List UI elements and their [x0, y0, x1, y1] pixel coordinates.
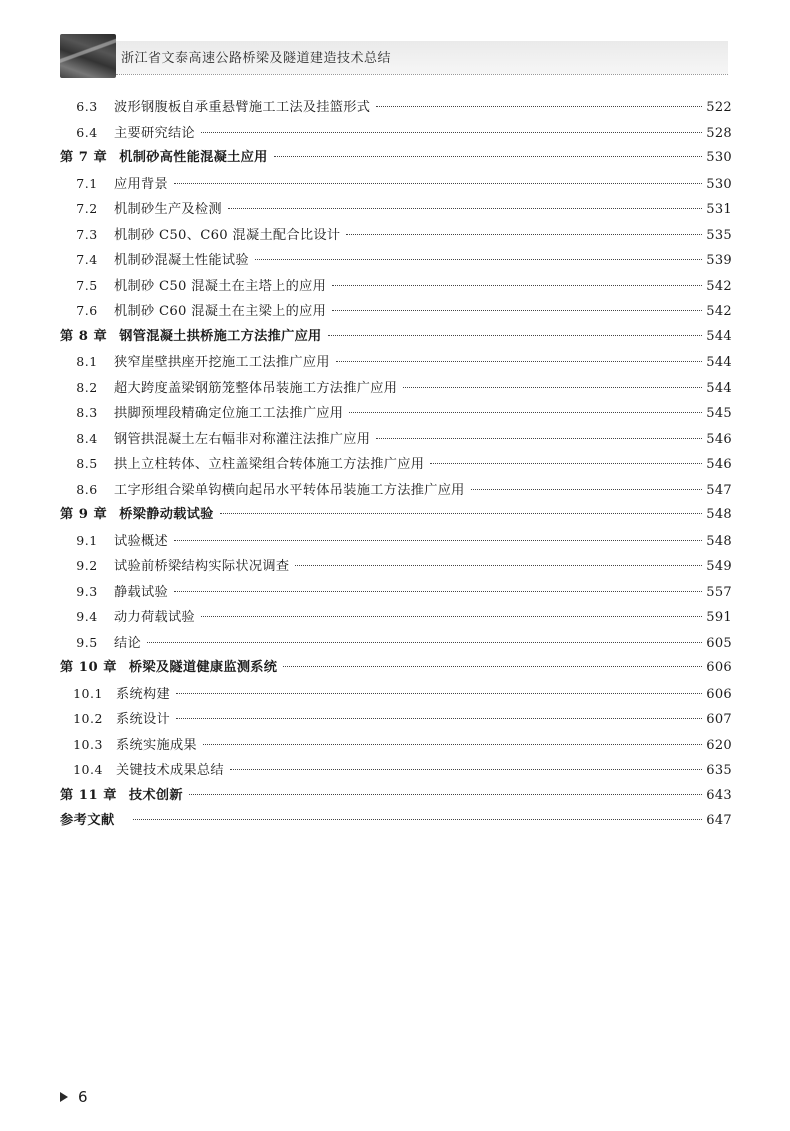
toc-dot-leader [430, 463, 702, 464]
toc-section-row[interactable] [60, 604, 732, 630]
toc-page-number: 557 [706, 584, 732, 600]
page-number: 6 [78, 1088, 88, 1106]
toc-page-number: 549 [706, 559, 732, 574]
toc-section-row[interactable] [60, 196, 732, 222]
toc-section-row[interactable] [60, 553, 732, 579]
toc-entry-title: 工字形组合梁单钩横向起吊水平转体吊装施工方法推广应用 [114, 482, 465, 498]
toc-dot-leader [376, 106, 702, 107]
toc-dot-leader [471, 489, 703, 490]
toc-entry-title: 机制砂高性能混凝土应用 [119, 150, 268, 165]
toc-entry-number: 9.3 [76, 583, 98, 599]
toc-entry-number: 7.4 [76, 252, 98, 267]
toc-entry-title: 桥梁及隧道健康监测系统 [128, 660, 278, 675]
toc-entry-number: 9.2 [76, 558, 98, 573]
toc-dot-leader [203, 744, 702, 745]
toc-entry-number: 10.4 [73, 762, 103, 777]
toc-section-row[interactable] [60, 757, 732, 783]
toc-entry-title: 狭窄崖壁拱座开挖施工工法推广应用 [114, 355, 330, 370]
toc-entry-number: 8.2 [76, 379, 98, 395]
toc-entry-number: 参考文献 [60, 813, 115, 828]
toc-section-row[interactable] [60, 400, 732, 426]
toc-dot-leader [176, 718, 702, 719]
toc-entry-number: 第 10 章 [60, 660, 117, 675]
toc-section-row[interactable] [60, 222, 732, 248]
toc-entry-number: 8.5 [76, 456, 98, 471]
toc-chapter-row[interactable] [60, 324, 732, 350]
toc-entry-title: 钢管混凝土拱桥施工方法推广应用 [119, 328, 322, 344]
toc-page-number: 548 [706, 533, 732, 549]
toc-entry-title: 钢管拱混凝土左右幅非对称灌注法推广应用 [114, 431, 371, 447]
toc-entry-number: 10.3 [73, 736, 103, 752]
toc-section-row[interactable] [60, 375, 732, 401]
toc-entry-number: 10.2 [73, 711, 103, 726]
toc-page-number: 545 [706, 406, 732, 421]
toc-dot-leader [376, 438, 702, 439]
toc-dot-leader [174, 591, 702, 592]
toc-entry-number: 9.1 [76, 532, 98, 548]
toc-chapter-row[interactable] [60, 655, 732, 681]
toc-entry-title: 应用背景 [114, 176, 168, 192]
toc-page-number: 620 [706, 737, 732, 753]
toc-entry-title: 主要研究结论 [114, 125, 195, 141]
toc-entry-title: 机制砂 C50、C60 混凝土配合比设计 [114, 227, 341, 243]
toc-entry-title: 关键技术成果总结 [116, 763, 224, 778]
toc-page-number: 548 [706, 507, 732, 522]
toc-entry-title: 试验前桥梁结构实际状况调查 [114, 559, 290, 574]
toc-dot-leader [283, 666, 702, 667]
toc-entry-title: 桥梁静动载试验 [119, 507, 214, 522]
toc-section-row[interactable] [60, 630, 732, 656]
toc-entry-title: 拱脚预埋段精确定位施工工法推广应用 [114, 406, 344, 421]
toc-page-number: 606 [706, 660, 732, 675]
toc-page-number: 542 [706, 278, 732, 294]
toc-section-row[interactable] [60, 247, 732, 273]
toc-entry-number: 7.5 [76, 277, 98, 293]
toc-entry-number: 第 11 章 [60, 787, 117, 803]
toc-dot-leader [332, 285, 702, 286]
toc-dot-leader [336, 361, 702, 362]
toc-entry-number: 6.3 [76, 99, 98, 114]
toc-dot-leader [255, 259, 702, 260]
toc-entry-title: 动力荷载试验 [114, 610, 195, 625]
toc-page-number: 643 [706, 787, 732, 803]
toc-section-row[interactable] [60, 94, 732, 120]
toc-entry-number: 7.6 [76, 303, 98, 318]
toc-entry-number: 8.3 [76, 405, 98, 420]
toc-page-number: 539 [706, 253, 732, 268]
toc-page-number: 606 [706, 686, 732, 702]
toc-page-number: 522 [706, 100, 732, 115]
toc-dot-leader [133, 819, 703, 820]
toc-section-row[interactable] [60, 451, 732, 477]
toc-entry-title: 波形钢腹板自承重悬臂施工工法及挂篮形式 [114, 100, 371, 115]
toc-page-number: 605 [706, 635, 732, 651]
toc-entry-title: 系统实施成果 [116, 737, 197, 753]
bridge-photo-thumbnail [60, 34, 116, 78]
toc-dot-leader [274, 156, 703, 157]
toc-entry-number: 9.5 [76, 634, 98, 650]
toc-page-number: 544 [706, 328, 732, 344]
toc-entry-number: 第 9 章 [60, 507, 108, 522]
toc-dot-leader [332, 310, 702, 311]
toc-entry-number: 8.6 [76, 481, 98, 497]
toc-entry-title: 试验概述 [114, 533, 168, 549]
toc-chapter-row[interactable] [60, 145, 732, 171]
toc-section-row[interactable] [60, 732, 732, 758]
toc-page-number: 544 [706, 380, 732, 396]
toc-entry-title: 机制砂混凝土性能试验 [114, 253, 249, 268]
header-divider [116, 74, 728, 75]
toc-dot-leader [349, 412, 702, 413]
toc-chapter-row[interactable] [60, 502, 732, 528]
toc-page-number: 635 [706, 763, 732, 778]
toc-entry-title: 静载试验 [114, 584, 168, 600]
toc-entry-title: 拱上立柱转体、立柱盖梁组合转体施工方法推广应用 [114, 457, 425, 472]
toc-chapter-row[interactable] [60, 808, 732, 834]
toc-page-number: 546 [706, 431, 732, 447]
toc-page-number: 647 [706, 813, 732, 828]
toc-dot-leader [174, 183, 702, 184]
toc-page-number: 535 [706, 227, 732, 243]
toc-dot-leader [346, 234, 702, 235]
toc-page-number: 531 [706, 202, 732, 217]
toc-dot-leader [176, 693, 702, 694]
toc-dot-leader [174, 540, 702, 541]
toc-dot-leader [220, 513, 703, 514]
toc-section-row[interactable] [60, 706, 732, 732]
toc-entry-number: 7.1 [76, 175, 98, 191]
toc-entry-title: 技术创新 [128, 787, 183, 803]
toc-dot-leader [295, 565, 702, 566]
table-of-contents [60, 94, 732, 834]
toc-dot-leader [201, 132, 702, 133]
toc-dot-leader [147, 642, 702, 643]
toc-entry-title: 系统构建 [116, 686, 170, 702]
toc-entry-number: 第 7 章 [60, 150, 108, 165]
toc-page-number: 547 [706, 482, 732, 498]
toc-entry-title: 系统设计 [116, 712, 170, 727]
toc-entry-number: 7.2 [76, 201, 98, 216]
toc-entry-title: 机制砂生产及检测 [114, 202, 222, 217]
book-title: 浙江省文泰高速公路桥梁及隧道建造技术总结 [121, 51, 392, 66]
toc-section-row[interactable] [60, 273, 732, 299]
toc-entry-number: 第 8 章 [60, 328, 108, 344]
toc-dot-leader [201, 616, 702, 617]
toc-entry-number: 8.1 [76, 354, 98, 369]
page-header [0, 0, 790, 82]
toc-section-row[interactable] [60, 349, 732, 375]
toc-dot-leader [189, 794, 702, 795]
toc-page-number: 546 [706, 457, 732, 472]
toc-section-row[interactable] [60, 426, 732, 452]
toc-dot-leader [328, 335, 703, 336]
toc-section-row[interactable] [60, 171, 732, 197]
toc-section-row[interactable] [60, 681, 732, 707]
toc-section-row[interactable] [60, 528, 732, 554]
toc-entry-number: 8.4 [76, 430, 98, 446]
toc-page-number: 530 [706, 176, 732, 192]
toc-page-number: 530 [706, 150, 732, 165]
triangle-right-icon [60, 1092, 68, 1102]
toc-section-row[interactable] [60, 477, 732, 503]
toc-page-number: 591 [706, 610, 732, 625]
toc-entry-title: 机制砂 C50 混凝土在主塔上的应用 [114, 278, 327, 294]
toc-section-row[interactable] [60, 120, 732, 146]
toc-chapter-row[interactable] [60, 783, 732, 809]
toc-page-number: 544 [706, 355, 732, 370]
toc-dot-leader [228, 208, 702, 209]
toc-entry-number: 9.4 [76, 609, 98, 624]
toc-dot-leader [403, 387, 702, 388]
toc-entry-title: 结论 [114, 635, 141, 651]
toc-entry-number: 6.4 [76, 124, 98, 140]
toc-page-number: 607 [706, 712, 732, 727]
toc-entry-number: 10.1 [73, 685, 103, 701]
toc-section-row[interactable] [60, 579, 732, 605]
toc-entry-number: 7.3 [76, 226, 98, 242]
page-footer [60, 1088, 88, 1106]
toc-page-number: 528 [706, 125, 732, 141]
toc-section-row[interactable] [60, 298, 732, 324]
toc-page-number: 542 [706, 304, 732, 319]
toc-dot-leader [230, 769, 702, 770]
toc-entry-title: 超大跨度盖梁钢筋笼整体吊装施工方法推广应用 [114, 380, 398, 396]
toc-entry-title: 机制砂 C60 混凝土在主梁上的应用 [114, 304, 327, 319]
